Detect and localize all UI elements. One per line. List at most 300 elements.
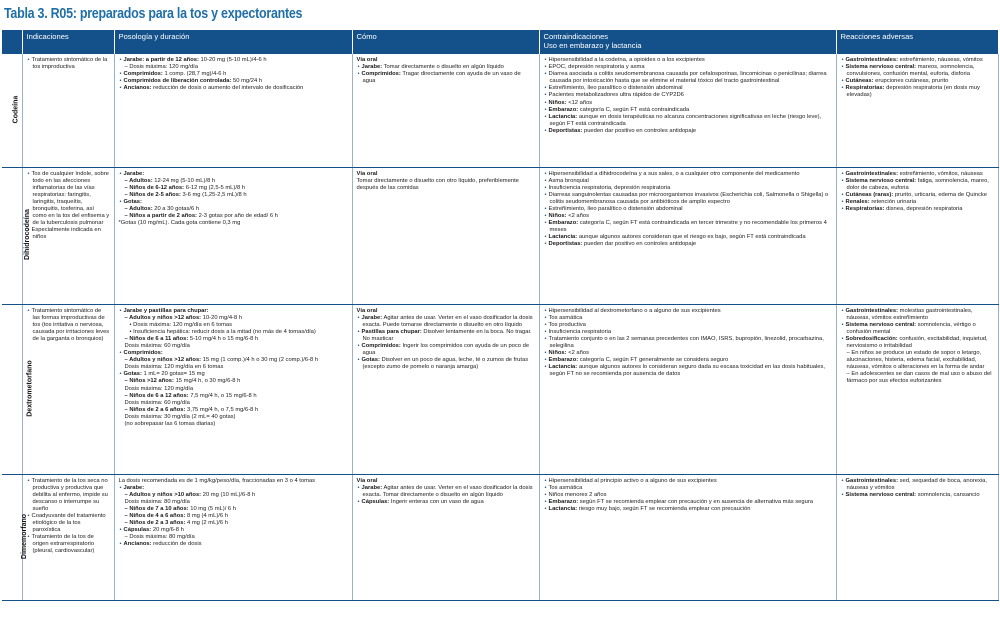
cell-line-bold: – Niños de 2-5 años: [124,191,181,198]
cell-line-bold: Comprimidos: [123,350,163,357]
cell-line-text: Tratamiento sintomático de las formas improductivas de tos (tos irritativa o nerviosa, causada por irritaciones leves de la garganta o bronquios) [31,307,110,342]
cell-line-text: Dosis máxima: 60 mg/día [124,399,190,406]
cell-line [841,178,994,192]
cell-line-text: La dosis recomendada es de 1 mg/kg/peso/día, fraccionadas en 3 o 4 tomas [118,477,316,484]
cell-line-text: 10-20 mg/4-8 h [201,314,243,321]
drug-table [2,30,999,601]
cell-line [544,336,832,350]
cell-line-bold: Sistema nervioso central: [845,491,917,498]
cell-line-text: Dosis máxima: 120 mg/día [124,385,194,392]
cell-line-text: 6-12 mg (2,5-5 mL)/8 h [184,184,246,191]
cell-line [544,506,832,513]
cell-line-bold: Comprimidos: [123,71,163,78]
cell-line-text: categoría C, según FT está contraindicada [578,106,690,113]
cell-line-text: EPOC, depresión respiratoria y asma [548,64,645,71]
cell-line-text: Dosis máxima: 30 mg/día (2 mL= 40 gotas) [124,413,236,420]
cell-line-bold: Embarazo: [548,106,579,113]
cell-line-text: Insuficiencia respiratoria, depresión respiratoria [548,184,671,191]
cell-como [352,167,539,304]
cell-line-bold: Sistema nervioso central: [845,321,917,328]
cell-line [544,92,832,99]
cell-line [544,485,832,492]
cell-line-text: 1 comp. (28,7 mg)/4-6 h [162,71,227,78]
cell-line-text: 5-10 mg/4 h o 15 mg/6-8 h [188,335,259,342]
cell-line-bold: Lactancia: [548,113,578,120]
cell-line-text: Asma bronquial [548,177,589,184]
cell-line [119,85,348,92]
cell-line [544,499,832,506]
cell-line-bold: – Niños de 6 a 12 años: [124,392,189,399]
cell-line [119,421,348,428]
cell-line [119,64,348,71]
cell-line-bold: Jarabe: [123,484,145,491]
cell-line-bold: Gotas: [123,371,142,378]
table-row [2,304,998,474]
cell-line-text: • Dosis máxima: 120 mg/día en 6 tomas [129,321,233,328]
cell-line-text: 20 a 30 gotas/6 h [152,205,200,212]
cell-line-text: Diarreas sanguinolentas causadas por microorganismos invasivos (Escherichia coli, Salmonella o Shigella) o colitis seudomembranosa causada por antibióticos de amplio espectro [548,191,829,205]
cell-line-bold: – Niños de 2 a 3 años: [124,520,186,527]
cell-line [119,71,348,78]
cell-line [841,478,994,492]
cell-line-text: 20 mg/6-8 h [151,527,184,534]
cell-line [841,57,994,64]
cell-line [119,185,348,192]
cell-line-bold: Niños: [548,350,567,357]
cell-line-text: fatiga, somnolencia, mareo, dolor de cabeza, euforia [846,177,989,191]
cell-line-text: Dosis máxima: 60 mg/día [124,342,190,349]
cell-line [544,206,832,213]
cell-line-text: Tomar directamente o disuelto con otro líquido, preferiblemente después de las comidas [356,177,519,191]
cell-line-bold: Lactancia: [548,505,578,512]
cell-line [544,171,832,178]
cell-line-bold: Comprimidos: [361,342,401,349]
cell-line [119,541,348,548]
cell-line [544,329,832,336]
cell-line [544,492,832,499]
cell-line-text: – Dosis máxima: 120 mg/día [124,64,198,71]
cell-line-text: – En niños se produce un estado de sopor o letargo, alucinaciones, histeria, edema facial, excitabilidad, náuseas, vómitos o alteraciones en la forma de andar [846,350,985,371]
cell-line-bold: Sistema nervioso central: [845,177,917,184]
cell-line [357,329,535,343]
cell-line-bold: Vía oral [356,57,378,63]
cell-contra [539,54,836,167]
header-indicaciones: Indicaciones [22,30,114,54]
cell-contra [539,474,836,600]
drug-name-cell [2,474,29,600]
cell-line-text: categoría C, según FT está contraindicada en tercer trimestre y no recomendable los primeros 4 meses [549,220,827,234]
cell-line [841,322,994,336]
cell-line-text: *Gotas (10 mg/mL). Cada gota contiene 0,3 mg [118,220,241,227]
cell-line [119,371,348,378]
cell-line-text: 4 mg (2 mL)/6 h [185,520,228,527]
cell-reac [836,54,998,167]
cell-line-bold: – Adultos y niños >12 años: [124,314,202,321]
cell-line [119,506,348,513]
cell-line [357,71,535,85]
drug-name: Codeína [12,95,20,124]
cell-line-text: – Dosis máxima: 80 mg/día [124,534,195,541]
cell-line-text: Disolver en un poco de agua, leche, té o zumos de frutas (excepto zumo de pomelo o naranja amarga) [362,357,529,371]
cell-line [119,407,348,414]
cell-line [119,534,348,541]
cell-line-bold: Jarabe: [361,314,383,321]
cell-line [119,213,348,220]
cell-line-text: Tomar directamente o disuelto en algún líquido [382,64,504,71]
cell-line [119,400,348,407]
cell-line-text: aunque en dosis terapéuticas no alcanza concentraciones significativas en leche (riesgo leve), según FT está contraindicada [549,113,822,127]
cell-line [544,364,832,378]
cell-line-text: retención urinaria [869,198,917,205]
cell-line-bold: Sistema nervioso central: [845,64,917,71]
cell-line-text: Pacientes metabolizadores ultra rápidos de CYP2D6 [548,92,684,99]
cell-line [841,308,994,322]
cell-line [841,336,994,350]
cell-line [544,71,832,85]
cell-line-bold: Embarazo: [548,220,579,227]
cell-line [119,57,348,64]
cell-como [352,54,539,167]
cell-line-text: Hipersensibilidad a dihidrocodeína y a sus sales, o a cualquier otro componente del medicamento [548,170,800,177]
cell-ind [22,474,114,600]
table-row [2,167,998,304]
cell-line [119,485,348,492]
cell-line [544,114,832,128]
cell-line [119,192,348,199]
cell-line [119,171,348,178]
cell-line [544,107,832,114]
cell-contra [539,167,836,304]
cell-line [544,213,832,220]
cell-line-text: somnolencia, cansancio [916,491,980,498]
cell-line [119,499,348,506]
cell-line-text: Tos asmática [548,484,583,491]
cell-line-text: confusión, excitabilidad, inquietud, nerviosismo o irritabilidad [846,335,988,349]
cell-line [544,100,832,107]
cell-line-text: Tratamiento sintomático de la tos improductiva [31,57,108,71]
cell-line [841,78,994,85]
cell-line-text: (no sobrepasar las 6 tomas diarias) [124,421,216,427]
cell-line-text: – En adolescentes se dan casos de mal uso o abuso del fármaco por sus efectos euforizantes [846,371,992,385]
cell-line [27,308,110,343]
cell-line-bold: Ancianos: [123,541,152,548]
cell-contra [539,304,836,474]
cell-line-bold: Gastrointestinales: [845,307,899,314]
cell-line [544,185,832,192]
cell-line-bold: Jarabe: a partir de 12 años: [123,57,199,63]
cell-line [119,350,348,357]
cell-line [544,478,832,485]
cell-line-text: pueden dar positivo en controles antidopaje [582,127,697,134]
cell-line-text: 12-24 mg (5-10 mL)/8 h [152,177,216,184]
header-contraindicaciones: Contraindicaciones Uso en embarazo y lactancia [539,30,836,54]
cell-line-bold: – Adultos: [124,205,153,212]
cell-line [841,350,994,371]
cell-line-bold: Renales: [845,198,870,205]
cell-line-text: riesgo muy bajo, según FT se recomienda emplear con precaución [577,505,751,512]
cell-line-text: Estreñimiento, íleo paralítico o distensión abdominal [548,85,683,92]
cell-line [27,513,110,534]
cell-line-text: prurito, urticaria, edema de Quincke [893,191,987,198]
cell-line [119,492,348,499]
cell-line-text: Ingerir los comprimidos con ayuda de un poco de agua [362,342,530,357]
cell-line [544,57,832,64]
cell-line-text: aunque algunos autores consideran que el riesgo es bajo, según FT está contraindicada [577,234,806,241]
cell-line [544,220,832,234]
cell-line [27,57,110,71]
cell-line-text: Dosis máxima: 120 mg/día en 6 tomas [124,364,224,371]
cell-line-text: Tos de cualquier índole, sobre todo en las afecciones inflamatorias de las vías respiratorias: faringitis, laringitis, traqueítis, bronquitis, tosferina, así como en la tos del enfisema y de la tuberculosis pulmonar [31,170,110,227]
cell-line [544,178,832,185]
cell-line-text: molestias gastrointestinales, náuseas, vómitos estreñimiento [846,307,973,321]
cell-line-text: mareos, somnolencia, convulsiones, confusión mental, euforia, disforia [846,64,975,78]
cell-line-text: Insuficiencia respiratoria [548,328,612,335]
cell-line-text: Disolver lentamente en la boca. No tragar. No masticar [362,328,532,342]
cell-ind [22,54,114,167]
cell-line-text: 3,75 mg/4 h, o 7,5 mg/6-8 h [185,406,259,413]
cell-line-bold: Cutáneas (raras): [845,191,894,198]
header-posologia: Posología y duración [114,30,352,54]
cell-line-bold: – Niños a partir de 2 años: [124,213,197,220]
table-row [2,474,998,600]
cell-line [357,499,535,506]
cell-line [27,534,110,555]
cell-line [357,485,535,499]
cell-line-bold: Respiratorias: [845,205,885,212]
cell-line [119,378,348,385]
cell-line-text: Hipersensibilidad al dextrometorfano o a alguno de sus excipientes [548,307,721,314]
table-row [2,54,998,167]
cell-line-bold: – Niños de 7 a 10 años: [124,505,189,512]
cell-line [119,343,348,350]
cell-line-text: Agitar antes de usar. Verter en el vaso dosificador la dosis exacta. Puede tomarse directamente o disuelto en otro líquido [362,314,533,328]
cell-line-text: aunque algunos autores lo consideran seguro dada su escasa toxicidad en las dosis habituales, según FT no se recomienda por ausencia de datos [549,364,826,378]
cell-line-bold: Niños: [548,99,567,106]
cell-line [357,64,535,71]
cell-line-text: Agitar antes de usar. Verter en el vaso dosificador la dosis exacta. Tomar directamente o disuelto en algún líquido [362,484,533,498]
cell-ind [22,167,114,304]
cell-line [544,357,832,364]
cell-line-text: 7,5 mg/4 h, o 15 mg/6-8 h [188,392,257,399]
cell-line [544,234,832,241]
cell-line-text: Estreñimiento, íleo paralítico o distensión abdominal [548,205,683,212]
cell-pos [114,304,352,474]
cell-line [841,85,994,99]
cell-line-bold: Vía oral [356,170,378,177]
cell-line [544,85,832,92]
cell-ind [22,304,114,474]
cell-line-text: somnolencia, vértigo o confusión mental [846,321,976,335]
cell-line-text: 10 mg (5 mL)/ 6 h [188,505,236,512]
cell-line [119,329,348,336]
cell-line [119,206,348,213]
cell-line-text: 50 mg/24 h [231,78,263,85]
cell-line-bold: – Niños de 4 a 6 años: [124,512,186,519]
cell-line-text: Tratamiento de la tos seca no productiva y productiva que debilita al enfermo, impide su descanso o interrumpe su sueño [31,477,108,512]
cell-pos [114,167,352,304]
cell-line-bold: Lactancia: [548,364,578,371]
cell-line [119,308,348,315]
cell-line-text: 10-20 mg (5-10 mL)/4-6 h [198,57,267,63]
cell-line-bold: Embarazo: [548,498,579,505]
cell-line [357,308,535,315]
cell-line-text: 15 mg (1 comp.)/4 h o 30 mg (2 comp.)/6-8 h [201,357,319,364]
cell-line-bold: – Niños de 6-12 años: [124,184,185,191]
cell-line [119,520,348,527]
cell-line [119,315,348,322]
cell-line-bold: Gastrointestinales: [845,57,899,63]
cell-line [544,64,832,71]
cell-line [841,199,994,206]
cell-line-bold: Deportistas: [548,127,583,134]
cell-line [119,322,348,329]
cell-line-text: <2 años [566,213,589,220]
cell-line [357,57,535,64]
cell-line [841,192,994,199]
cell-line-text: Ingerir enteras con un vaso de agua [389,498,484,505]
cell-line [841,171,994,178]
cell-line [544,315,832,322]
cell-line [119,386,348,393]
cell-line-text: Niños menores 2 años [548,491,607,498]
cell-line-bold: – Adultos y niños >12 años: [124,357,202,364]
cell-line [119,357,348,364]
cell-line-bold: Jarabe: [361,64,383,71]
cell-line-text: pueden dar positivo en controles antidopaje [582,241,697,248]
cell-line-bold: Jarabe y pastillas para chupar: [123,307,209,314]
cell-line [544,192,832,206]
cell-line-bold: Deportistas: [548,241,583,248]
cell-line-text: Diarrea asociada a colitis seudomembranosa causada por cefalosporinas, lincomicinas o penicilinas; diarrea causada por intoxicación hasta que se elimine el material tóxico del tracto gastrointestinal [548,71,827,85]
cell-line-text: disnea, depresión respiratoria [884,205,963,212]
cell-line [27,227,110,241]
cell-line-text: Tratamiento conjunto o en las 2 semanas precedentes con IMAO, ISRS, bupropión, linezolid, procarbazina, selegilina [548,335,824,349]
cell-line [27,478,110,513]
cell-line [119,364,348,371]
cell-pos [114,474,352,600]
cell-line-bold: Lactancia: [548,234,578,241]
drug-name: Dimemorfano [21,513,29,560]
cell-line-text: sed, sequedad de boca, anorexia, náuseas y vómitos [846,477,987,491]
cell-line-bold: Gastrointestinales: [845,477,899,484]
cell-line-text: Hipersensibilidad al principio activo o a alguno de sus excipientes [548,477,717,484]
cell-line [841,206,994,213]
cell-line-text: categoría C, según FT generalmente se considera seguro [578,357,729,364]
cell-reac [836,167,998,304]
cell-line-bold: Gastrointestinales: [845,170,899,177]
cell-line [357,171,535,178]
cell-line [119,199,348,206]
cell-line [119,220,348,227]
cell-line [357,478,535,485]
cell-line-text: 3-6 mg (1,25-2,5 mL)/8 h [180,191,247,198]
cell-line [119,513,348,520]
cell-line [119,527,348,534]
cell-line-bold: Comprimidos: [361,71,401,78]
cell-line-bold: – Adultos y niños >10 años: [124,491,202,498]
cell-line-text: 1 mL= 20 gotas= 15 mg [141,371,205,378]
cell-line-bold: – Niños >12 años: [124,378,174,385]
cell-line-text: Dosis máxima: 80 mg/día [124,498,190,505]
cell-line [357,315,535,329]
cell-line [544,128,832,135]
cell-pos [114,54,352,167]
cell-line-text: Tragar directamente con ayuda de un vaso de agua [362,71,521,85]
cell-line [544,350,832,357]
cell-line [119,78,348,85]
cell-line-text: <2 años [566,350,589,357]
cell-line-text: reducción de dosis o aumento del intervalo de dosificación [151,85,304,92]
cell-line-bold: Vía oral [356,307,378,314]
cell-line-text: Coadyuvante del tratamiento etiológico de la tos paroxística [31,512,106,534]
cell-line-text: Hipersensibilidad a la codeína, a opioides o a los excipientes [548,57,705,63]
cell-line-bold: Gotas: [361,357,380,364]
drug-name-cell [2,304,34,474]
cell-line-text: Especialmente indicada en niños [31,227,101,241]
cell-line-bold: Vía oral [356,477,378,484]
drug-name-cell [2,54,22,167]
cell-line-text: 8 mg (4 mL)/6 h [185,512,228,519]
cell-reac [836,474,998,600]
cell-line-bold: Niños: [548,213,567,220]
cell-line [544,241,832,248]
cell-line-bold: Sobredosificación: [845,335,898,342]
cell-line-text: • Insuficiencia hepática: reducir dosis a la mitad (no más de 4 tomas/día) [129,328,316,335]
cell-line [841,64,994,78]
header-reacciones: Reacciones adversas [836,30,998,54]
cell-line [119,393,348,400]
header-como: Cómo [352,30,539,54]
cell-line-bold: Cutáneas: [845,78,874,85]
cell-line [357,343,535,357]
cell-como [352,474,539,600]
cell-line-bold: Jarabe: [123,170,145,177]
cell-como [352,304,539,474]
cell-reac [836,304,998,474]
cell-line [357,178,535,192]
cell-line [544,322,832,329]
cell-line-bold: Comprimidos de liberación controlada: [123,78,232,85]
cell-line-text: 15 mg/4 h, o 30 mg/6-8 h [173,378,241,385]
cell-line-text: 20 mg (10 mL)/6-8 h [201,491,256,498]
cell-line-bold: – Niños de 6 a 11 años: [124,335,189,342]
cell-line [119,414,348,421]
cell-line-bold: – Adultos: [124,177,153,184]
cell-line-bold: – Niños de 2 a 6 años: [124,406,186,413]
cell-line-text: Tos productiva [548,321,586,328]
cell-line [119,336,348,343]
page-title: Tabla 3. R05: preparados para la tos y expectorantes [4,6,303,22]
cell-line-text: estreñimiento, vómitos, náuseas [898,170,983,177]
cell-line-bold: Gotas: [123,198,142,205]
cell-line-bold: Cápsulas: [123,527,152,534]
cell-line-text: erupciones cutáneas, prurito [873,78,949,85]
cell-line-bold: Jarabe: [361,484,383,491]
cell-line-bold: Pastillas para chupar: [361,328,422,335]
cell-line [27,171,110,228]
cell-line-bold: Cápsulas: [361,498,390,505]
cell-line [119,478,348,485]
cell-line [119,178,348,185]
table-header-row [2,30,998,54]
drug-name: Dextrometorfano [26,360,34,417]
cell-line-text: según FT se recomienda emplear con precaución y en ausencia de alternativa más segura [578,498,813,505]
cell-line-text: estreñimiento, náuseas, vómitos [898,57,983,63]
cell-line-text: Tratamiento de la tos de origen extrarrespiratorio (pleural, cardiovascular) [31,534,95,555]
cell-line [841,492,994,499]
cell-line-bold: Embarazo: [548,357,579,364]
header-drug [2,30,22,54]
